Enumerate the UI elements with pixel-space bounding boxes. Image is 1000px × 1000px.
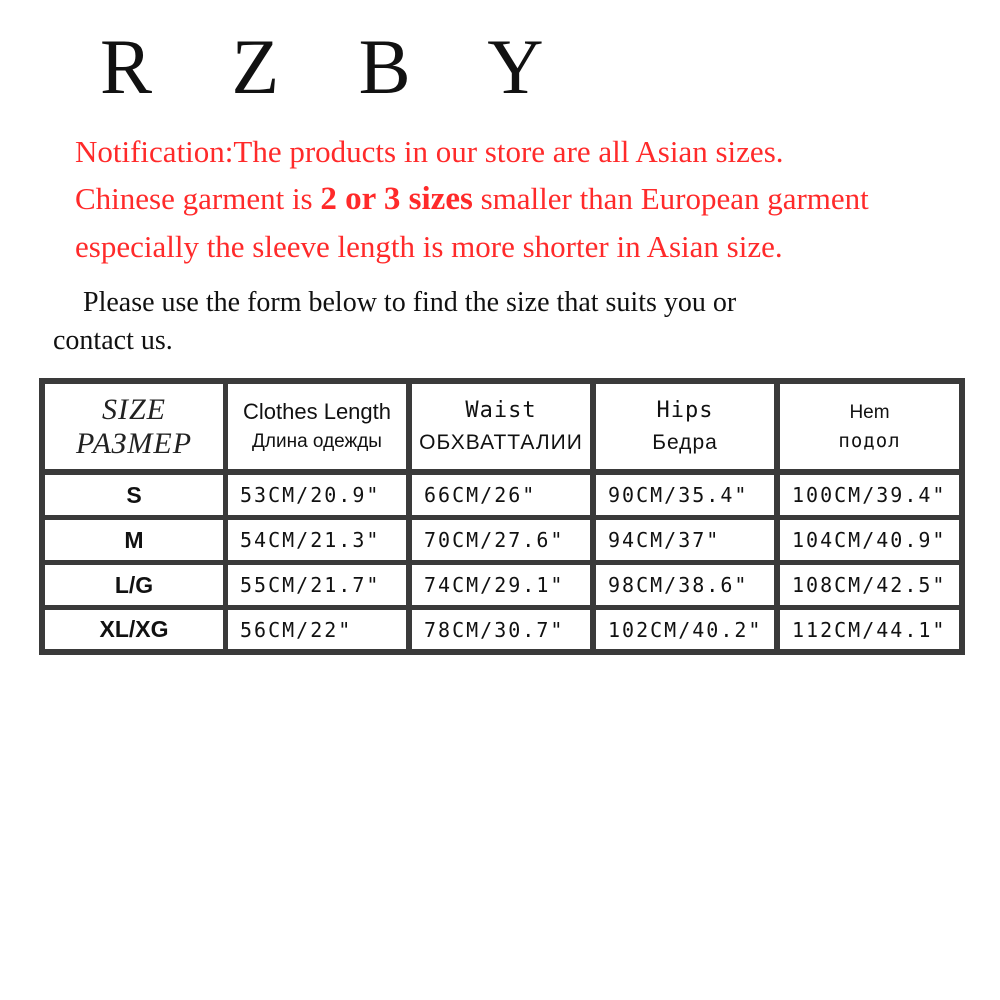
length-cell-s: 53CM/20.9" (228, 475, 406, 515)
size-cell-s: S (45, 475, 223, 515)
size-cell-m: M (45, 520, 223, 560)
header-hem (780, 384, 959, 469)
header-waist-ru: ОБХВАТТАЛИИ (419, 430, 583, 454)
hem-cell-s: 100CM/39.4" (780, 475, 959, 515)
waist-cell-lg: 74CM/29.1" (412, 565, 590, 605)
hem-cell-xlxg: 112CM/44.1" (780, 610, 959, 649)
hips-cell-m: 94CM/37" (596, 520, 774, 560)
brand-logo-text: R Z B Y (100, 23, 574, 110)
size-chart-table (39, 378, 965, 655)
header-size-en: SIZE (102, 392, 166, 426)
header-waist-en: Waist (465, 397, 537, 423)
header-size (45, 384, 223, 469)
size-cell-xlxg: XL/XG (45, 610, 223, 649)
header-hem-ru: подол (838, 429, 901, 452)
notice-emphasis: 2 or 3 sizes (320, 181, 473, 217)
header-clothes-length (228, 384, 406, 469)
waist-cell-xlxg: 78CM/30.7" (412, 610, 590, 649)
waist-cell-m: 70CM/27.6" (412, 520, 590, 560)
hips-cell-s: 90CM/35.4" (596, 475, 774, 515)
notice-line-2-pre: Chinese garment is (75, 181, 321, 216)
hem-cell-lg: 108CM/42.5" (780, 565, 959, 605)
header-hips-ru: Бедра (652, 430, 718, 454)
size-cell-lg: L/G (45, 565, 223, 605)
notification-block (75, 128, 995, 270)
instruction-text (53, 284, 953, 360)
waist-cell-s: 66CM/26" (412, 475, 590, 515)
header-hips-en: Hips (656, 397, 714, 423)
length-cell-lg: 55CM/21.7" (228, 565, 406, 605)
notice-line-3: especially the sleeve length is more shorter in Asian size. (75, 229, 783, 264)
header-size-ru: РАЗМЕР (75, 426, 193, 460)
notice-line-2 (75, 175, 995, 223)
hips-cell-lg: 98CM/38.6" (596, 565, 774, 605)
instruction-line-1: Please use the form below to find the size that suits you or (83, 287, 737, 318)
notice-line-2-post: smaller than European garment (472, 181, 869, 216)
hips-cell-xlxg: 102CM/40.2" (596, 610, 774, 649)
header-hips (596, 384, 774, 469)
hem-cell-m: 104CM/40.9" (780, 520, 959, 560)
header-length-en: Clothes Length (243, 398, 391, 424)
length-cell-xlxg: 56CM/22" (228, 610, 406, 649)
header-length-ru: Длина одежды (252, 430, 382, 452)
length-cell-m: 54CM/21.3" (228, 520, 406, 560)
instruction-line-2: contact us. (53, 325, 173, 356)
header-hem-en: Hem (849, 401, 890, 423)
header-waist (412, 384, 590, 469)
notice-line-1: Notification:The products in our store are all Asian sizes. (75, 134, 784, 169)
